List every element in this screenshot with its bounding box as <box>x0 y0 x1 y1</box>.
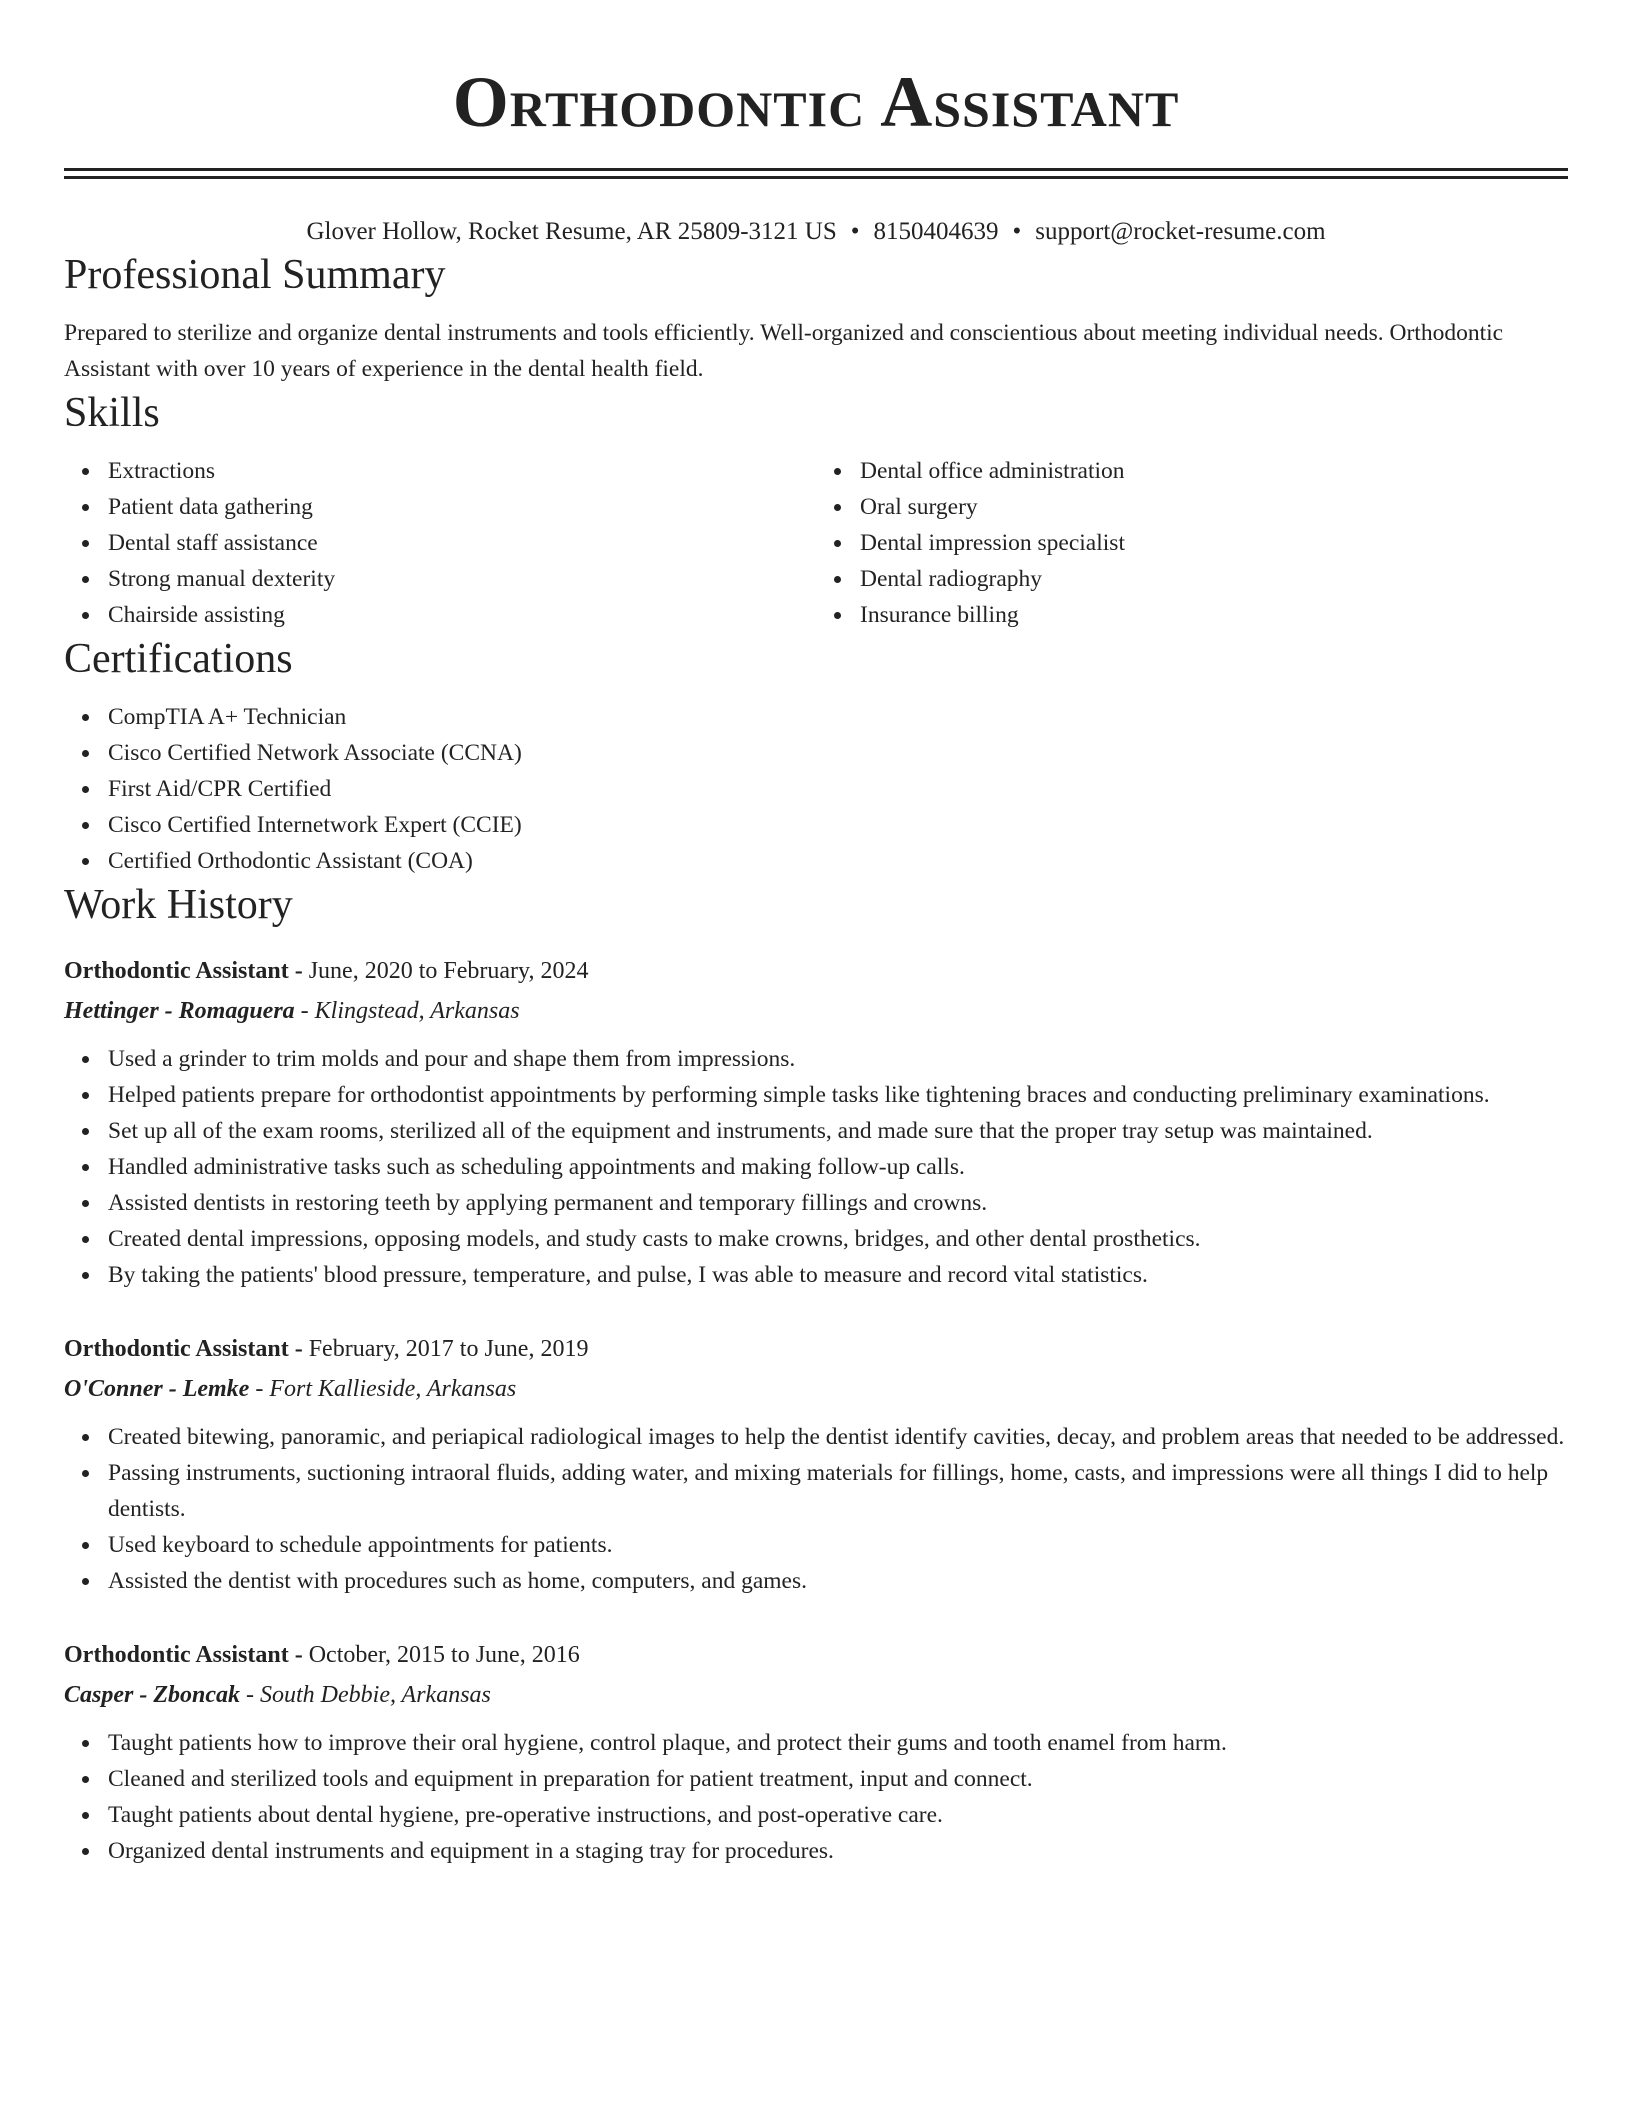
job-entry <box>64 1635 1568 1869</box>
skill-item: Patient data gathering <box>108 489 816 525</box>
job-employer: Casper - Zboncak - South Debbie, Arkansas <box>64 1682 491 1708</box>
job-entry <box>64 1329 1568 1599</box>
job-company: Casper - Zboncak <box>64 1682 240 1708</box>
job-duties <box>64 1725 1568 1869</box>
job-duties <box>64 1041 1568 1293</box>
job-entry <box>64 951 1568 1293</box>
skill-item: Dental staff assistance <box>108 525 816 561</box>
certification-item: Certified Orthodontic Assistant (COA) <box>108 843 1568 879</box>
job-duty: Assisted the dentist with procedures such as home, computers, and games. <box>108 1563 1568 1599</box>
summary-text: Prepared to sterilize and organize dental instruments and tools efficiently. Well-organized and conscientious about meeting individual needs. Orthodontic Assistant with over 10 years of experience in the dental health field. <box>64 320 1504 382</box>
job-title: Orthodontic Assistant <box>64 1336 289 1362</box>
skill-item: Dental office administration <box>860 453 1568 489</box>
contact-line <box>64 215 1568 249</box>
job-duties <box>64 1419 1568 1599</box>
skill-item: Extractions <box>108 453 816 489</box>
skill-item: Dental impression specialist <box>860 525 1568 561</box>
job-duty: Used keyboard to schedule appointments for patients. <box>108 1527 1568 1563</box>
skills-list-right <box>816 453 1568 633</box>
certification-item: Cisco Certified Internetwork Expert (CCIE) <box>108 807 1568 843</box>
skill-item: Insurance billing <box>860 597 1568 633</box>
contact-separator: • <box>1012 218 1022 245</box>
skill-item: Chairside assisting <box>108 597 816 633</box>
job-duty: By taking the patients' blood pressure, temperature, and pulse, I was able to measure and record vital statistics. <box>108 1257 1568 1293</box>
skill-item: Oral surgery <box>860 489 1568 525</box>
job-duty: Created dental impressions, opposing models, and study casts to make crowns, bridges, and other dental prosthetics. <box>108 1221 1568 1257</box>
contact-email: support@rocket-resume.com <box>1035 218 1326 245</box>
certification-item: First Aid/CPR Certified <box>108 771 1568 807</box>
job-company: O'Conner - Lemke <box>64 1376 250 1402</box>
title-double-rule <box>64 168 1568 179</box>
summary-heading: Professional Summary <box>64 252 446 298</box>
job-duty: Organized dental instruments and equipment in a staging tray for procedures. <box>108 1833 1568 1869</box>
job-duty: Taught patients how to improve their oral hygiene, control plaque, and protect their gums and tooth enamel from harm. <box>108 1725 1568 1761</box>
job-dates: October, 2015 to June, 2016 <box>308 1642 580 1668</box>
job-duty: Used a grinder to trim molds and pour and shape them from impressions. <box>108 1041 1568 1077</box>
job-duty: Created bitewing, panoramic, and periapical radiological images to help the dentist identify cavities, decay, and problem areas that needed to be addressed. <box>108 1419 1568 1455</box>
job-duty: Helped patients prepare for orthodontist appointments by performing simple tasks like tightening braces and conducting preliminary examinations. <box>108 1077 1568 1113</box>
job-location: Klingstead, Arkansas <box>314 998 520 1024</box>
certifications-heading: Certifications <box>64 636 293 682</box>
contact-address: Glover Hollow, Rocket Resume, AR 25809-3121 US <box>306 218 837 245</box>
skill-item: Dental radiography <box>860 561 1568 597</box>
contact-phone: 8150404639 <box>873 218 999 245</box>
job-company: Hettinger - Romaguera <box>64 998 295 1024</box>
job-title: Orthodontic Assistant <box>64 1642 289 1668</box>
job-title: Orthodontic Assistant <box>64 958 289 984</box>
job-duty: Assisted dentists in restoring teeth by applying permanent and temporary fillings and crowns. <box>108 1185 1568 1221</box>
certifications-list <box>64 699 1568 879</box>
certification-item: Cisco Certified Network Associate (CCNA) <box>108 735 1568 771</box>
skills-list-left <box>64 453 816 633</box>
job-employer: Hettinger - Romaguera - Klingstead, Arkansas <box>64 998 520 1024</box>
skills-columns <box>64 453 1568 633</box>
job-duty: Taught patients about dental hygiene, pre-operative instructions, and post-operative care. <box>108 1797 1568 1833</box>
job-header: Orthodontic Assistant - June, 2020 to February, 2024 <box>64 958 589 984</box>
contact-separator: • <box>850 218 860 245</box>
job-location: Fort Kallieside, Arkansas <box>269 1376 517 1402</box>
resume-title: Orthodontic Assistant <box>452 62 1180 142</box>
job-duty: Set up all of the exam rooms, sterilized all of the equipment and instruments, and made sure that the proper tray setup was maintained. <box>108 1113 1568 1149</box>
skills-heading: Skills <box>64 390 160 436</box>
job-duty: Cleaned and sterilized tools and equipment in preparation for patient treatment, input and connect. <box>108 1761 1568 1797</box>
skill-item: Strong manual dexterity <box>108 561 816 597</box>
job-header: Orthodontic Assistant - October, 2015 to June, 2016 <box>64 1642 580 1668</box>
job-header: Orthodontic Assistant - February, 2017 to June, 2019 <box>64 1336 589 1362</box>
certification-item: CompTIA A+ Technician <box>108 699 1568 735</box>
job-duty: Handled administrative tasks such as scheduling appointments and making follow-up calls. <box>108 1149 1568 1185</box>
job-dates: February, 2017 to June, 2019 <box>308 1336 589 1362</box>
job-employer: O'Conner - Lemke - Fort Kallieside, Arkansas <box>64 1376 517 1402</box>
job-location: South Debbie, Arkansas <box>260 1682 491 1708</box>
job-duty: Passing instruments, suctioning intraoral fluids, adding water, and mixing materials for fillings, home, casts, and impressions were all things I did to help dentists. <box>108 1455 1568 1527</box>
job-dates: June, 2020 to February, 2024 <box>308 958 589 984</box>
work-history-heading: Work History <box>64 882 293 928</box>
